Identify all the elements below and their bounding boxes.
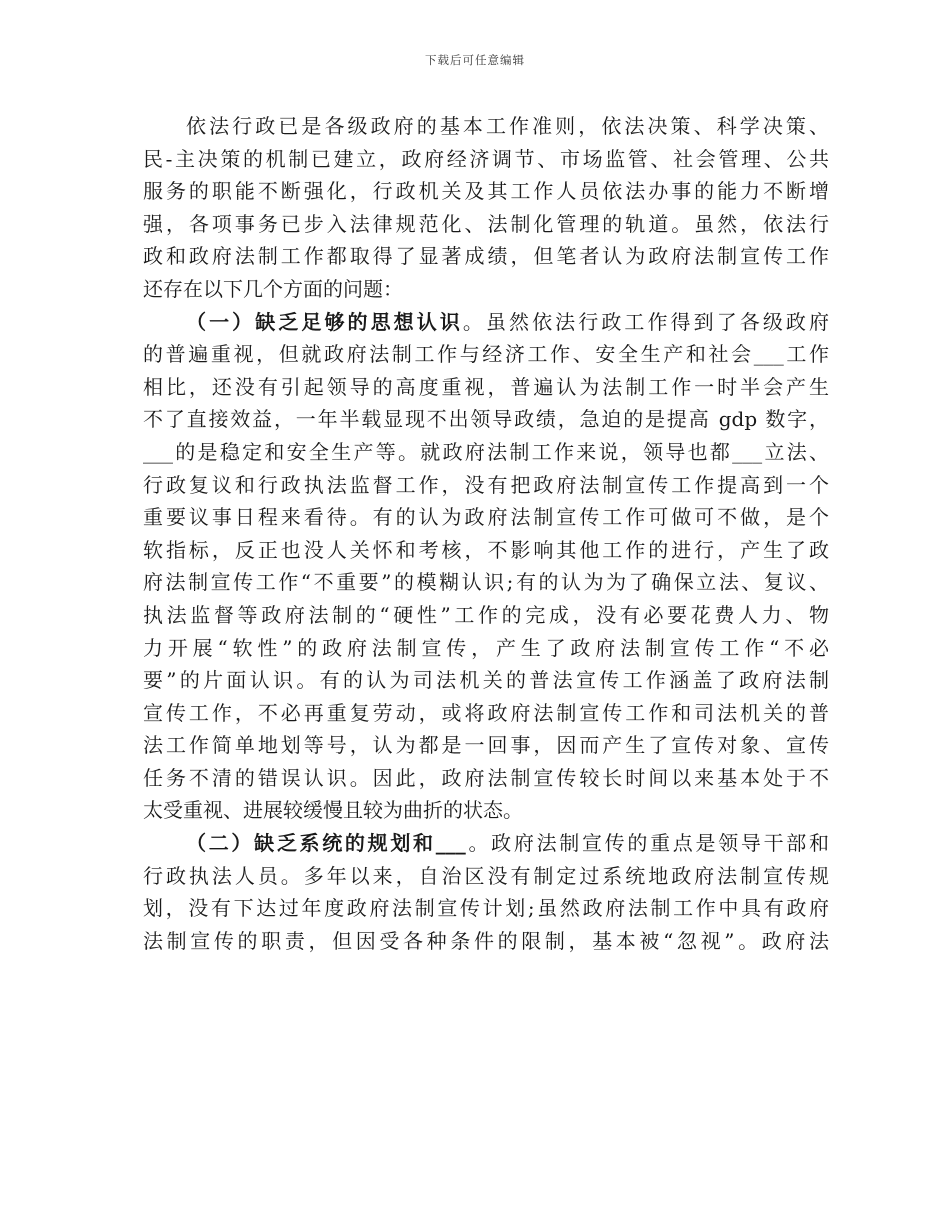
paragraph-line: 太受重视、进展较缓慢且较为曲折的状态。	[143, 798, 523, 823]
paragraph-line: 强，各项事务已步入法律规范化、法制化管理的轨道。虽然，依法行	[143, 211, 829, 236]
heading-rest: 。虽然依法行政工作得到了各级政府	[462, 309, 830, 334]
section-heading-line	[143, 306, 829, 339]
paragraph-line: 重要议事日程来看待。有的认为政府法制宣传工作可做可不做，是个	[143, 505, 829, 530]
paragraph-line: 府法制宣传工作“不重要”的模糊认识;有的认为为了确保立法、复议、	[143, 570, 829, 595]
section-heading: （一）缺乏足够的思想认识	[186, 309, 463, 334]
paragraph-line: 不了直接效益，一年半载显现不出领导政绩，急迫的是提高 gdp 数字，	[143, 407, 829, 432]
paragraph-line: ___的是稳定和安全生产等。就政府法制工作来说，领导也都___立法、	[143, 439, 829, 464]
paragraph-line: 要”的片面认识。有的认为司法机关的普法宣传工作涵盖了政府法制	[143, 668, 829, 693]
document-body	[143, 110, 829, 957]
paragraph-line: 依法行政已是各级政府的基本工作准则，依法决策、科学决策、	[186, 114, 829, 138]
section-heading-line	[143, 827, 829, 860]
paragraph-line: 行政复议和行政执法监督工作，没有把政府法制宣传工作提高到一个	[143, 472, 829, 497]
page-header: 下载后可任意编辑	[425, 53, 525, 67]
paragraph-line: 划，没有下达过年度政府法制宣传计划;虽然政府法制工作中具有政府	[143, 896, 829, 921]
paragraph-line: 软指标，反正也没人关怀和考核，不影响其他工作的进行，产生了政	[143, 537, 829, 562]
paragraph-line: 任务不清的错误认识。因此，政府法制宣传较长时间以来基本处于不	[143, 765, 829, 790]
paragraph-line: 执法监督等政府法制的“硬性”工作的完成，没有必要花费人力、物	[143, 602, 829, 627]
paragraph-line: 法工作简单地划等号，认为都是一回事，因而产生了宣传对象、宣传	[143, 733, 829, 758]
paragraph-line: 的普遍重视，但就政府法制工作与经济工作、安全生产和社会___工作	[143, 342, 829, 367]
paragraph-line: 宣传工作，不必再重复劳动，或将政府法制宣传工作和司法机关的普	[143, 700, 829, 725]
paragraph-line: 政和政府法制工作都取得了显著成绩，但笔者认为政府法制宣传工作	[143, 244, 829, 269]
paragraph-line: 还存在以下几个方面的问题：	[143, 276, 403, 301]
paragraph-line: 行政执法人员。多年以来，自治区没有制定过系统地政府法制宣传规	[143, 863, 829, 888]
section-heading: （二）缺乏系统的规划和___	[186, 831, 466, 856]
paragraph-line: 相比，还没有引起领导的高度重视，普遍认为法制工作一时半会产生	[143, 374, 829, 399]
paragraph-line: 服务的职能不断强化，行政机关及其工作人员依法办事的能力不断增	[143, 179, 829, 204]
paragraph-line: 力开展“软性”的政府法制宣传，产生了政府法制宣传工作“不必	[143, 635, 829, 660]
paragraph-line: 民-主决策的机制已建立，政府经济调节、市场监管、社会管理、公共	[143, 146, 829, 171]
paragraph-line: 法制宣传的职责，但因受各种条件的限制，基本被“忽视”。政府法	[143, 928, 829, 953]
heading-rest: 。政府法制宣传的重点是领导干部和	[465, 831, 830, 856]
